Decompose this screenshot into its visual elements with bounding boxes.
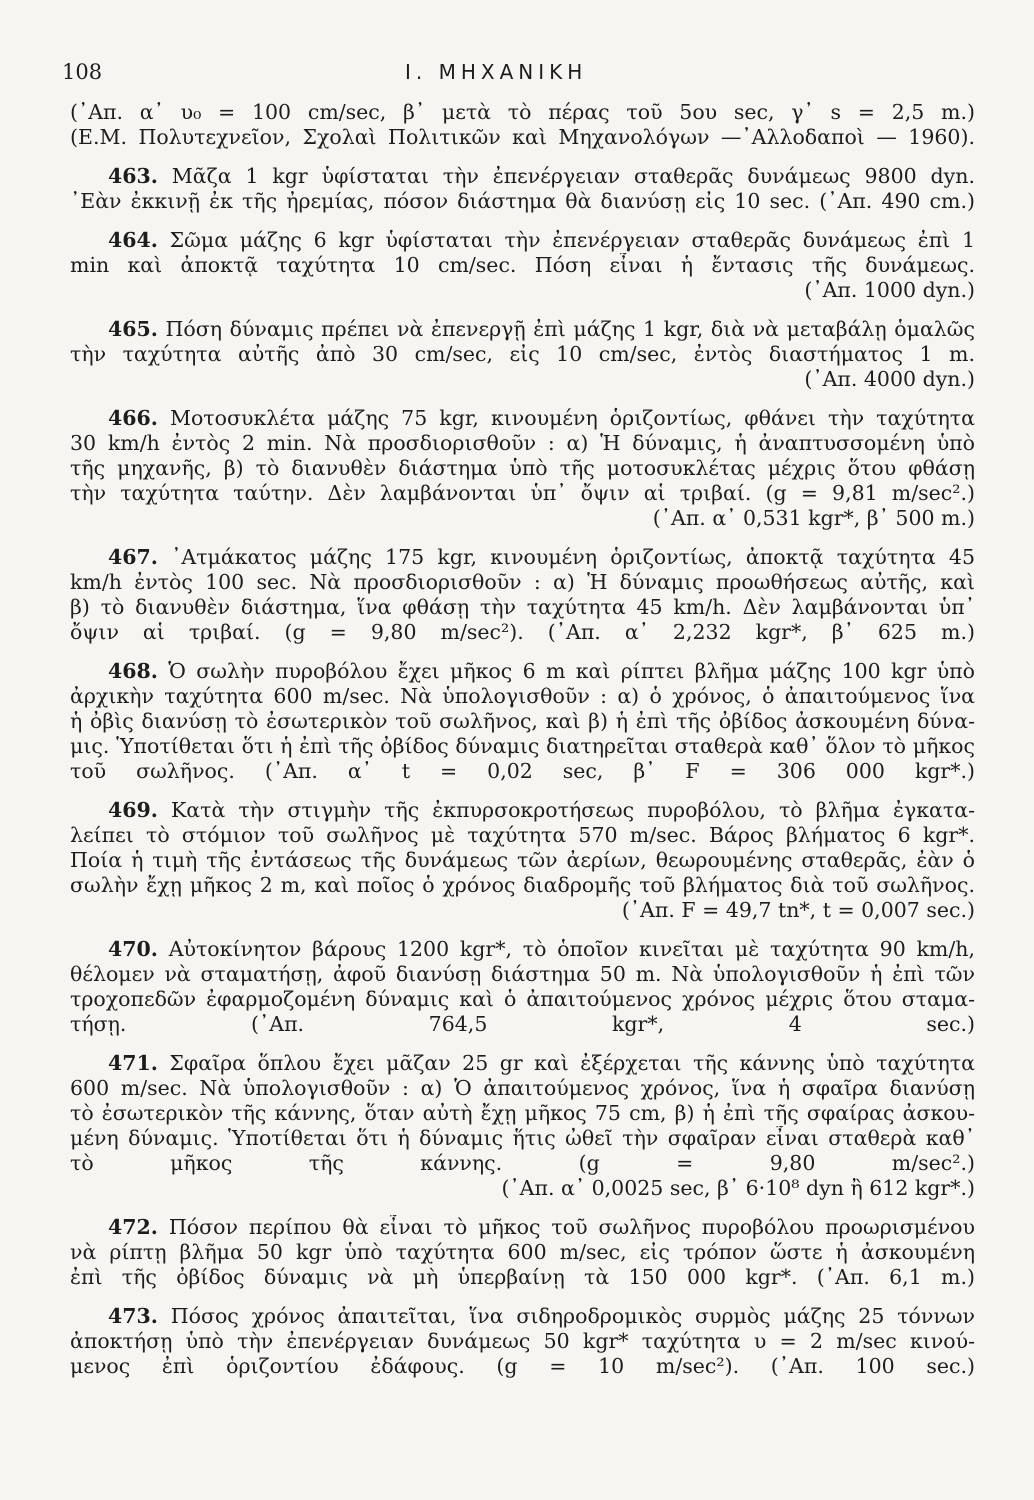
problem-472 bbox=[70, 1215, 975, 1290]
problem-line: ἀρχικὴν ταχύτητα 600 m/sec. Νὰ ὑπολογισθοῦν : α) ὁ χρόνος, ὁ ἀπαιτούμενος ἵνα bbox=[70, 684, 975, 708]
problem-line: τὴν ταχύτητα ταύτην. Δὲν λαμβάνονται ὑπ᾿ ὄψιν αἱ τριβαί. (g = 9,81 m/sec².) bbox=[70, 481, 975, 505]
problem-line bbox=[70, 798, 975, 823]
problem-471 bbox=[70, 1051, 975, 1201]
problem-line: ᾿Εὰν ἐκκινῇ ἐκ τῆς ἠρεμίας, πόσον διάστημα θὰ διανύσῃ εἰς 10 sec. (᾿Απ. 490 cm.) bbox=[70, 189, 975, 213]
problem-469 bbox=[70, 798, 975, 923]
problem-line bbox=[70, 164, 975, 189]
problem-line: km/h ἐντὸς 100 sec. Νὰ προσδιορισθοῦν : α) Ἡ δύναμις προωθήσεως αὐτῆς, καὶ bbox=[70, 570, 975, 594]
problem-answer: (᾿Απ. α᾿ 0,531 kgr*, β᾿ 500 m.) bbox=[652, 506, 975, 530]
page-header bbox=[0, 54, 1034, 94]
problem-text: Πόση δύναμις πρέπει νὰ ἐπενεργῇ ἐπὶ μάζης 1 kgr, διὰ νὰ μεταβάλῃ ὁμαλῶς bbox=[157, 317, 975, 341]
problem-number: 470. bbox=[108, 937, 158, 961]
problem-answer: (᾿Απ. α᾿ 0,0025 sec, β᾿ 6·10⁸ dyn ἢ 612 kgr*.) bbox=[501, 1176, 975, 1200]
problem-465 bbox=[70, 317, 975, 392]
problem-line: μένη δύναμις. Ὑποτίθεται ὅτι ἡ δύναμις ἥτις ὠθεῖ τὴν σφαῖραν εἶναι σταθερὰ καθ᾿ bbox=[70, 1126, 975, 1150]
problem-463 bbox=[70, 164, 975, 214]
problem-answer: (᾿Απ. 4000 dyn.) bbox=[804, 367, 975, 391]
problem-line: τροχοπεδῶν ἐφαρμοζομένη δύναμις καὶ ὁ ἀπαιτούμενος χρόνος μέχρις ὅτου σταμα- bbox=[70, 987, 975, 1011]
problem-text: Πόσον περίπου θὰ εἶναι τὸ μῆκος τοῦ σωλῆνος πυροβόλου προωρισμένου bbox=[157, 1215, 975, 1239]
problem-line: θέλομεν νὰ σταματήσῃ, ἀφοῦ διανύσῃ διάστημα 50 m. Νὰ ὑπολογισθοῦν ἡ ἐπὶ τῶν bbox=[70, 962, 975, 986]
problem-line: σωλὴν ἔχῃ μῆκος 2 m, καὶ ποῖος ὁ χρόνος διαδρομῆς τοῦ βλήματος διὰ τοῦ σωλῆνος. bbox=[70, 873, 975, 897]
problem-473 bbox=[70, 1304, 975, 1379]
intro-line: (Ε.Μ. Πολυτεχνεῖον, Σχολαὶ Πολιτικῶν καὶ Μηχανολόγων —᾿Αλλοδαποὶ — 1960). bbox=[70, 125, 975, 149]
problem-number: 469. bbox=[108, 798, 158, 822]
problem-line bbox=[70, 1051, 975, 1076]
running-title: I. ΜΗΧΑΝΙΚΗ bbox=[405, 60, 588, 84]
problem-line: τήσῃ. (᾿Απ. 764,5 kgr*, 4 sec.) bbox=[70, 1012, 975, 1036]
problem-number: 464. bbox=[108, 228, 158, 252]
problem-line bbox=[70, 1304, 975, 1329]
problem-line bbox=[70, 228, 975, 253]
problem-answer: (᾿Απ. F = 49,7 tn*, t = 0,007 sec.) bbox=[621, 898, 975, 922]
problem-line: ὄψιν αἱ τριβαί. (g = 9,80 m/sec²). (᾿Απ. α᾿ 2,232 kgr*, β᾿ 625 m.) bbox=[70, 620, 975, 644]
problem-number: 465. bbox=[108, 317, 158, 341]
problem-text: Κατὰ τὴν στιγμὴν τῆς ἐκπυρσοκροτήσεως πυροβόλου, τὸ βλῆμα ἐγκατα- bbox=[157, 798, 975, 822]
problem-number: 472. bbox=[108, 1215, 158, 1239]
problem-line: β) τὸ διανυθὲν διάστημα, ἵνα φθάσῃ τὴν ταχύτητα 45 km/h. Δὲν λαμβάνονται ὑπ᾿ bbox=[70, 595, 975, 619]
problem-text: Αὐτοκίνητον βάρους 1200 kgr*, τὸ ὁποῖον κινεῖται μὲ ταχύτητα 90 km/h, bbox=[157, 937, 975, 961]
page-content bbox=[70, 100, 975, 1379]
problem-line bbox=[70, 1215, 975, 1240]
intro-line: (᾿Απ. α᾿ υ₀ = 100 cm/sec, β᾿ μετὰ τὸ πέρας τοῦ 5ου sec, γ᾿ s = 2,5 m.) bbox=[70, 100, 975, 124]
problem-464 bbox=[70, 228, 975, 303]
problem-number: 471. bbox=[108, 1051, 158, 1075]
problem-text: Πόσος χρόνος ἀπαιτεῖται, ἵνα σιδηροδρομικὸς συρμὸς μάζης 25 τόννων bbox=[157, 1304, 975, 1328]
page-number: 108 bbox=[62, 60, 103, 84]
problem-text: ᾿Ατμάκατος μάζης 175 kgr, κινουμένη ὁριζοντίως, ἀποκτᾷ ταχύτητα 45 bbox=[157, 545, 975, 569]
problem-list bbox=[70, 164, 975, 1379]
problem-line: Ποία ἡ τιμὴ τῆς ἐντάσεως τῆς δυνάμεως τῶν ἀερίων, θεωρουμένης σταθερᾶς, ἐὰν ὁ bbox=[70, 848, 975, 872]
problem-line: τὸ μῆκος τῆς κάννης. (g = 9,80 m/sec².) bbox=[70, 1151, 975, 1175]
problem-line: μενος ἐπὶ ὁριζοντίου ἐδάφους. (g = 10 m/sec²). (᾿Απ. 100 sec.) bbox=[70, 1354, 975, 1378]
problem-line: τὸ ἐσωτερικὸν τῆς κάννης, ὅταν αὐτὴ ἔχῃ μῆκος 75 cm, β) ἡ ἐπὶ τῆς σφαίρας ἀσκου- bbox=[70, 1101, 975, 1125]
problem-466 bbox=[70, 406, 975, 531]
problem-line bbox=[70, 317, 975, 342]
problem-line bbox=[70, 937, 975, 962]
problem-answer: (᾿Απ. 1000 dyn.) bbox=[804, 278, 975, 302]
problem-number: 467. bbox=[108, 545, 158, 569]
problem-468 bbox=[70, 659, 975, 784]
problem-text: Σφαῖρα ὅπλου ἔχει μᾶζαν 25 gr καὶ ἐξέρχεται τῆς κάννης ὑπὸ ταχύτητα bbox=[157, 1051, 975, 1075]
problem-line: τῆς μηχανῆς, β) τὸ διανυθὲν διάστημα ὑπὸ τῆς μοτοσυκλέτας μέχρις ὅτου φθάσῃ bbox=[70, 456, 975, 480]
problem-line: λείπει τὸ στόμιον τοῦ σωλῆνος μὲ ταχύτητα 570 m/sec. Βάρος βλήματος 6 kgr*. bbox=[70, 823, 975, 847]
problem-line: ἡ ὀβὶς διανύσῃ τὸ ἐσωτερικὸν τοῦ σωλῆνος, καὶ β) ἡ ἐπὶ τῆς ὀβίδος ἀσκουμένη δύνα- bbox=[70, 709, 975, 733]
problem-467 bbox=[70, 545, 975, 645]
problem-line: νὰ ρίπτῃ βλῆμα 50 kgr ὑπὸ ταχύτητα 600 m/sec, εἰς τρόπον ὥστε ἡ ἀσκουμένη bbox=[70, 1240, 975, 1264]
problem-line: ἀποκτήσῃ ὑπὸ τὴν ἐπενέργειαν δυνάμεως 50 kgr* ταχύτητα υ = 2 m/sec κινού- bbox=[70, 1329, 975, 1353]
problem-line: 600 m/sec. Νὰ ὑπολογισθοῦν : α) Ὁ ἀπαιτούμενος χρόνος, ἵνα ἡ σφαῖρα διανύσῃ bbox=[70, 1076, 975, 1100]
problem-470 bbox=[70, 937, 975, 1037]
problem-line bbox=[70, 406, 975, 431]
problem-line: τοῦ σωλῆνος. (᾿Απ. α᾿ t = 0,02 sec, β᾿ F = 306 000 kgr*.) bbox=[70, 759, 975, 783]
problem-number: 463. bbox=[108, 164, 158, 188]
problem-line bbox=[70, 545, 975, 570]
problem-line: min καὶ ἀποκτᾷ ταχύτητα 10 cm/sec. Πόση εἶναι ἡ ἔντασις τῆς δυνάμεως. bbox=[70, 253, 975, 277]
problem-line: ἐπὶ τῆς ὀβίδος δύναμις νὰ μὴ ὑπερβαίνῃ τὰ 150 000 kgr*. (᾿Απ. 6,1 m.) bbox=[70, 1265, 975, 1289]
problem-line: μις. Ὑποτίθεται ὅτι ἡ ἐπὶ τῆς ὀβίδος δύναμις διατηρεῖται σταθερὰ καθ᾿ ὅλον τὸ μῆκος bbox=[70, 734, 975, 758]
problem-number: 468. bbox=[108, 659, 158, 683]
problem-text: Ὁ σωλὴν πυροβόλου ἔχει μῆκος 6 m καὶ ρίπτει βλῆμα μάζης 100 kgr ὑπὸ bbox=[157, 659, 975, 683]
problem-number: 473. bbox=[108, 1304, 158, 1328]
problem-text: Μᾶζα 1 kgr ὑφίσταται τὴν ἐπενέργειαν σταθερᾶς δυνάμεως 9800 dyn. bbox=[157, 164, 975, 188]
intro-answer-block bbox=[70, 100, 975, 150]
problem-line: 30 km/h ἐντὸς 2 min. Νὰ προσδιορισθοῦν : α) Ἡ δύναμις, ἡ ἀναπτυσσομένη ὑπὸ bbox=[70, 431, 975, 455]
problem-number: 466. bbox=[108, 406, 158, 430]
problem-line bbox=[70, 659, 975, 684]
problem-text: Σῶμα μάζης 6 kgr ὑφίσταται τὴν ἐπενέργειαν σταθερᾶς δυνάμεως ἐπὶ 1 bbox=[157, 228, 975, 252]
problem-text: Μοτοσυκλέτα μάζης 75 kgr, κινουμένη ὁριζοντίως, φθάνει τὴν ταχύτητα bbox=[157, 406, 975, 430]
problem-line: τὴν ταχύτητα αὐτῆς ἀπὸ 30 cm/sec, εἰς 10 cm/sec, ἐντὸς διαστήματος 1 m. bbox=[70, 342, 975, 366]
